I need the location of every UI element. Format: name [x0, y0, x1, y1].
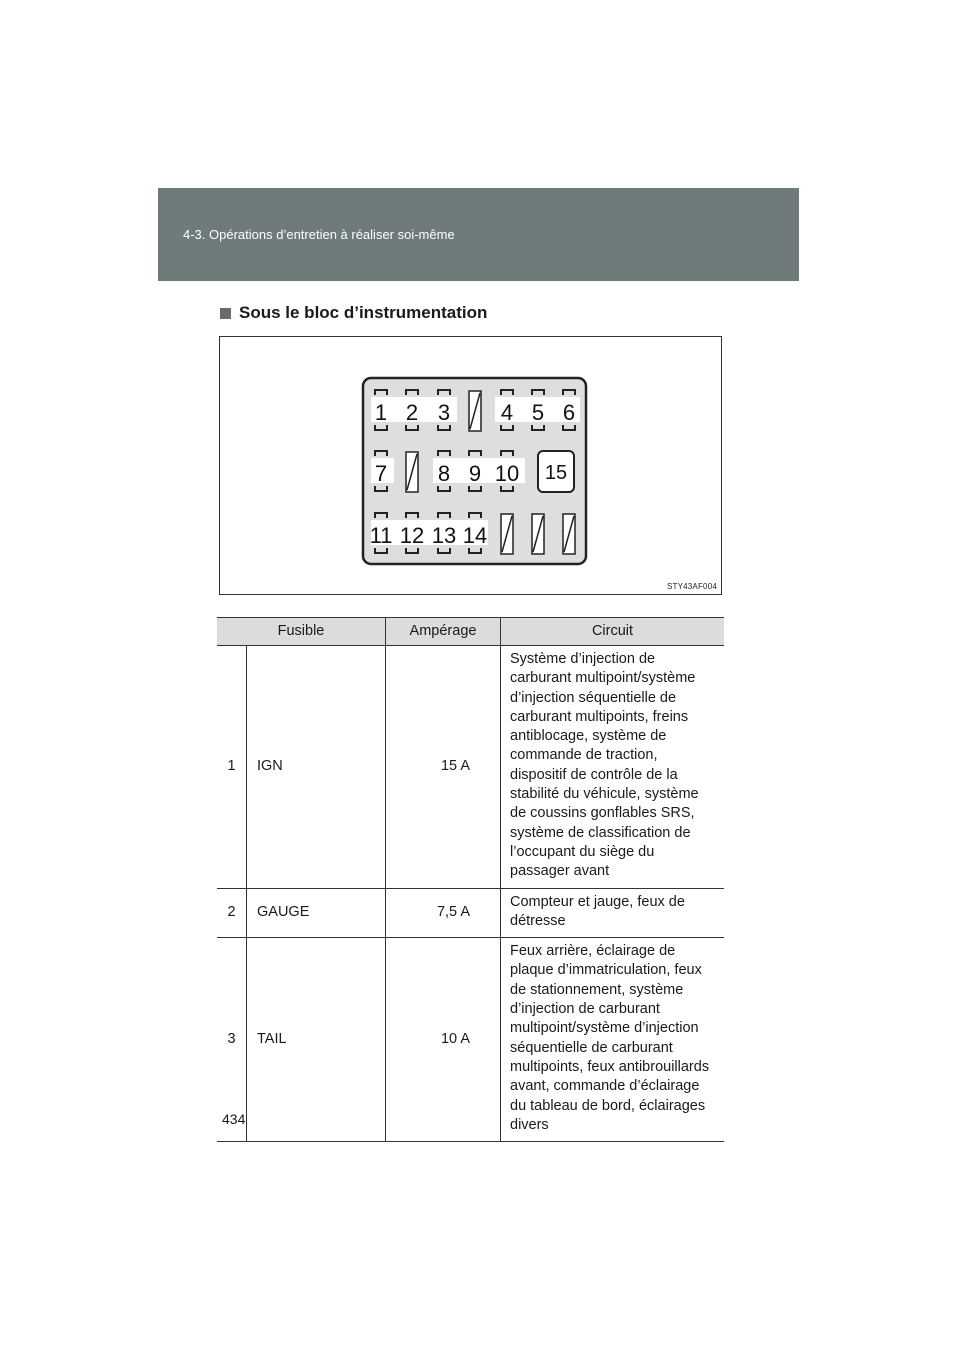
spare-fuse-4 [469, 391, 481, 431]
fuse-13-label: 13 [431, 523, 457, 548]
fuse-number: 3 [217, 938, 247, 1142]
fuse-14-label: 14 [462, 523, 488, 548]
fuse-amperage: 10 A [386, 938, 501, 1142]
fuse-circuit: Système d’injection de carburant multipoint/système d’injection séquentielle de carburant multipoints, freins antiblocage, système de commande de traction, dispositif de contrôle de la stabilité du véhicule, système de coussins gonflables SRS, système de classification de l’occupant du siège du passager avant [501, 646, 725, 889]
fuse-9-label: 9 [468, 461, 482, 486]
header-circuit: Circuit [501, 618, 725, 646]
fuse-11-label: 11 [369, 523, 393, 548]
spare-fuse-19 [563, 514, 575, 554]
fuse-2-label: 2 [405, 400, 419, 425]
table-row [217, 938, 724, 1142]
fuse-name: TAIL [247, 938, 386, 1142]
fuse-5-label: 5 [531, 400, 545, 425]
fuse-15 [538, 451, 574, 492]
subsection-title [220, 303, 487, 323]
table-header-row [217, 618, 724, 646]
spare-fuse-18 [532, 514, 544, 554]
header-amperage: Ampérage [386, 618, 501, 646]
header-fusible: Fusible [217, 618, 386, 646]
square-bullet-icon [220, 308, 231, 319]
fuse-10-label: 10 [494, 461, 520, 486]
fuse-circuit: Compteur et jauge, feux de détresse [501, 888, 725, 938]
fuse-15-label: 15 [544, 462, 568, 484]
fuse-1-label: 1 [374, 400, 388, 425]
fuse-amperage: 15 A [386, 646, 501, 889]
table-row [217, 888, 724, 938]
fuse-circuit: Feux arrière, éclairage de plaque d’immatriculation, feux de stationnement, système d’injection de carburant multipoint/système d’injection séquentielle de carburant multipoints, feux antibrouillards avant, commande d’éclairage du tableau de bord, éclairages divers [501, 938, 725, 1142]
page-number: 434 [222, 1111, 246, 1127]
section-title: 4-3. Opérations d’entretien à réaliser soi-même [183, 227, 455, 242]
spare-fuse-17 [501, 514, 513, 554]
subsection-title-text: Sous le bloc d’instrumentation [239, 303, 488, 322]
fuse-4-label: 4 [500, 400, 514, 425]
spare-fuse-9 [406, 452, 418, 492]
section-header-band [158, 188, 799, 281]
fuse-box-svg [220, 337, 723, 596]
fuse-6-label: 6 [562, 400, 576, 425]
fuse-name: IGN [247, 646, 386, 889]
fuse-7-label: 7 [374, 461, 388, 486]
diagram-code: STY43AF004 [666, 582, 717, 591]
fuse-box-diagram [219, 336, 722, 595]
table-row [217, 646, 724, 889]
fuse-number: 1 [217, 646, 247, 889]
fuse-amperage: 7,5 A [386, 888, 501, 938]
fuse-12-label: 12 [399, 523, 425, 548]
fuse-number: 2 [217, 888, 247, 938]
fuse-8-label: 8 [437, 461, 451, 486]
fuse-3-label: 3 [437, 400, 451, 425]
fuse-name: GAUGE [247, 888, 386, 938]
fuse-table [217, 617, 724, 1142]
